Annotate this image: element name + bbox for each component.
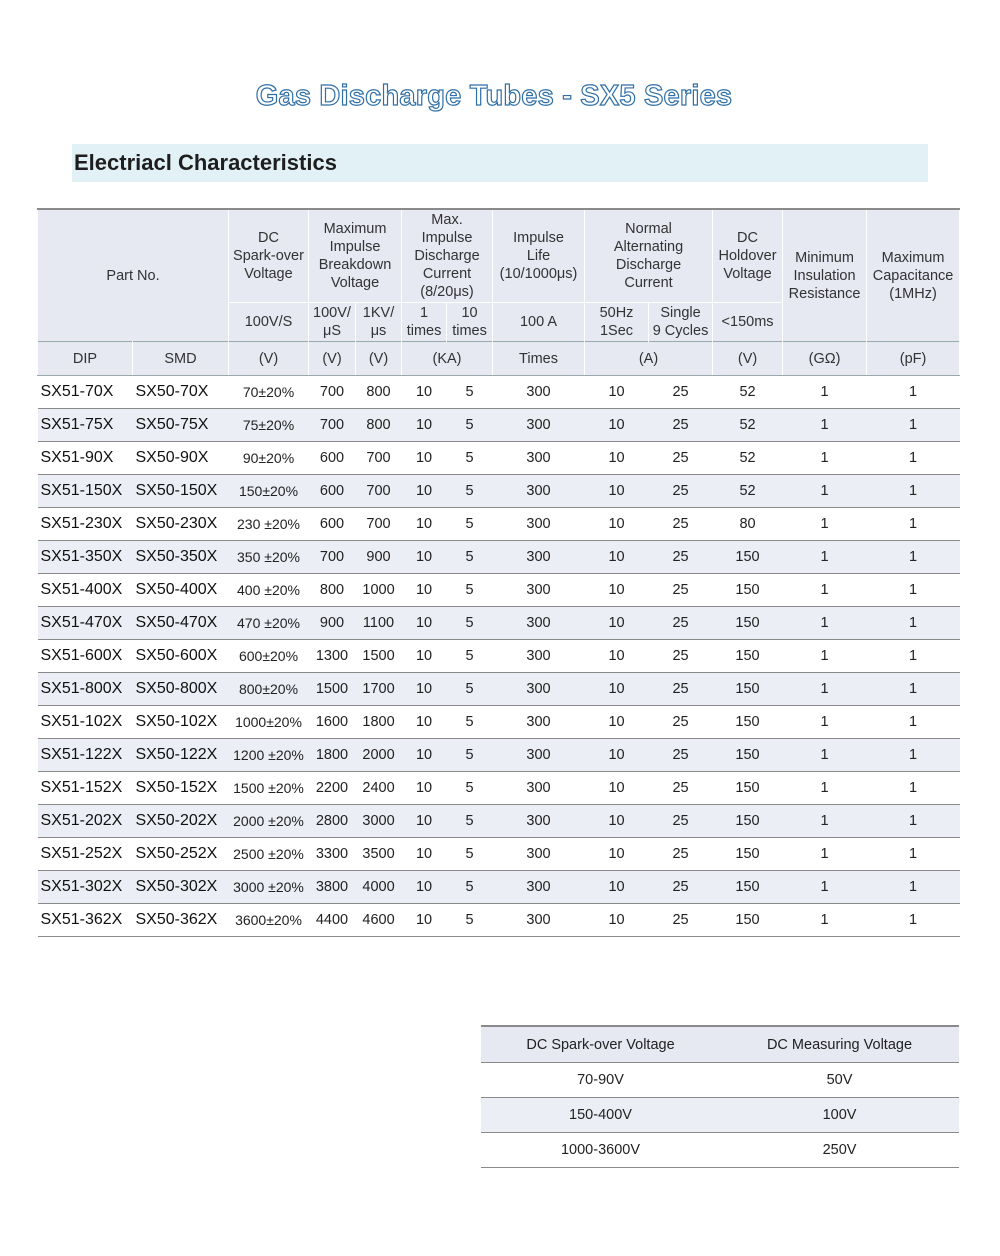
holdover-value: 150	[713, 772, 783, 805]
impulse-100v-value: 2800	[309, 805, 356, 838]
header-dc-spark: DC Spark-over Voltage	[229, 209, 309, 303]
part-smd: SX50-70X	[133, 376, 229, 409]
discharge-1-value: 10	[402, 508, 447, 541]
dc-spark-value: 800±20%	[229, 673, 309, 706]
part-smd: SX50-230X	[133, 508, 229, 541]
impulse-100v-value: 1800	[309, 739, 356, 772]
sub-1kv-us: 1KV/ μs	[356, 303, 402, 342]
insulation-value: 1	[783, 442, 867, 475]
header-impulse-life: Impulse Life (10/1000μs)	[493, 209, 585, 303]
measuring-voltage-value: 100V	[720, 1098, 959, 1133]
discharge-1-value: 10	[402, 541, 447, 574]
measuring-header-measuring: DC Measuring Voltage	[720, 1026, 959, 1063]
discharge-10-value: 5	[447, 475, 493, 508]
ac-50hz-value: 10	[585, 904, 649, 937]
impulse-life-value: 300	[493, 871, 585, 904]
header-row	[38, 209, 960, 303]
insulation-value: 1	[783, 574, 867, 607]
ac-50hz-value: 10	[585, 574, 649, 607]
holdover-value: 52	[713, 442, 783, 475]
impulse-1kv-value: 3500	[356, 838, 402, 871]
header-dc-holdover: DC Holdover Voltage	[713, 209, 783, 303]
part-dip: SX51-102X	[38, 706, 133, 739]
impulse-100v-value: 1600	[309, 706, 356, 739]
unit-amps: (A)	[585, 342, 713, 376]
table-row	[38, 706, 960, 739]
impulse-1kv-value: 3000	[356, 805, 402, 838]
impulse-life-value: 300	[493, 607, 585, 640]
discharge-10-value: 5	[447, 871, 493, 904]
holdover-value: 150	[713, 673, 783, 706]
table-row	[38, 607, 960, 640]
page-title: Gas Discharge Tubes - SX5 Series	[255, 80, 733, 112]
discharge-1-value: 10	[402, 805, 447, 838]
ac-single-value: 25	[649, 772, 713, 805]
unit-smd: SMD	[133, 342, 229, 376]
insulation-value: 1	[783, 508, 867, 541]
part-smd: SX50-350X	[133, 541, 229, 574]
dc-spark-value: 2500 ±20%	[229, 838, 309, 871]
part-dip: SX51-302X	[38, 871, 133, 904]
ac-50hz-value: 10	[585, 871, 649, 904]
ac-single-value: 25	[649, 904, 713, 937]
part-smd: SX50-470X	[133, 607, 229, 640]
impulse-life-value: 300	[493, 805, 585, 838]
ac-50hz-value: 10	[585, 838, 649, 871]
ac-single-value: 25	[649, 805, 713, 838]
impulse-life-value: 300	[493, 475, 585, 508]
ac-50hz-value: 10	[585, 442, 649, 475]
dc-spark-value: 1200 ±20%	[229, 739, 309, 772]
impulse-life-value: 300	[493, 772, 585, 805]
dc-spark-value: 230 ±20%	[229, 508, 309, 541]
part-dip: SX51-202X	[38, 805, 133, 838]
unit-dc-spark: (V)	[229, 342, 309, 376]
discharge-10-value: 5	[447, 409, 493, 442]
ac-single-value: 25	[649, 838, 713, 871]
part-smd: SX50-202X	[133, 805, 229, 838]
insulation-value: 1	[783, 904, 867, 937]
impulse-life-value: 300	[493, 541, 585, 574]
ac-50hz-value: 10	[585, 541, 649, 574]
capacitance-value: 1	[867, 838, 960, 871]
capacitance-value: 1	[867, 475, 960, 508]
capacitance-value: 1	[867, 376, 960, 409]
header-max-capacitance: Maximum Capacitance (1MHz)	[867, 209, 960, 342]
capacitance-value: 1	[867, 574, 960, 607]
impulse-100v-value: 600	[309, 475, 356, 508]
part-smd: SX50-302X	[133, 871, 229, 904]
impulse-1kv-value: 700	[356, 508, 402, 541]
discharge-10-value: 5	[447, 541, 493, 574]
holdover-value: 52	[713, 376, 783, 409]
header-min-insulation: Minimum Insulation Resistance	[783, 209, 867, 342]
holdover-value: 150	[713, 706, 783, 739]
impulse-1kv-value: 700	[356, 475, 402, 508]
discharge-10-value: 5	[447, 838, 493, 871]
table-row	[38, 508, 960, 541]
dc-spark-value: 90±20%	[229, 442, 309, 475]
discharge-1-value: 10	[402, 673, 447, 706]
sub-single: Single 9 Cycles	[649, 303, 713, 342]
unit-1kv: (V)	[356, 342, 402, 376]
discharge-10-value: 5	[447, 706, 493, 739]
discharge-10-value: 5	[447, 508, 493, 541]
impulse-100v-value: 3300	[309, 838, 356, 871]
impulse-life-value: 300	[493, 673, 585, 706]
table-row	[38, 838, 960, 871]
measuring-row	[481, 1063, 959, 1098]
discharge-10-value: 5	[447, 607, 493, 640]
characteristics-table	[37, 208, 960, 937]
holdover-value: 80	[713, 508, 783, 541]
part-dip: SX51-350X	[38, 541, 133, 574]
discharge-1-value: 10	[402, 475, 447, 508]
capacitance-value: 1	[867, 409, 960, 442]
part-smd: SX50-362X	[133, 904, 229, 937]
ac-50hz-value: 10	[585, 673, 649, 706]
sub-50hz: 50Hz 1Sec	[585, 303, 649, 342]
sub-150ms: <150ms	[713, 303, 783, 342]
discharge-10-value: 5	[447, 673, 493, 706]
impulse-100v-value: 700	[309, 541, 356, 574]
ac-50hz-value: 10	[585, 739, 649, 772]
discharge-10-value: 5	[447, 442, 493, 475]
impulse-1kv-value: 900	[356, 541, 402, 574]
impulse-100v-value: 4400	[309, 904, 356, 937]
impulse-1kv-value: 2000	[356, 739, 402, 772]
unit-gohm: (GΩ)	[783, 342, 867, 376]
ac-single-value: 25	[649, 376, 713, 409]
part-dip: SX51-600X	[38, 640, 133, 673]
dc-spark-value: 600±20%	[229, 640, 309, 673]
ac-single-value: 25	[649, 739, 713, 772]
insulation-value: 1	[783, 541, 867, 574]
part-smd: SX50-122X	[133, 739, 229, 772]
header-max-discharge: Max. Impulse Discharge Current (8/20μs)	[402, 209, 493, 303]
holdover-value: 150	[713, 640, 783, 673]
table-body	[38, 376, 960, 937]
dc-spark-value: 70±20%	[229, 376, 309, 409]
discharge-1-value: 10	[402, 871, 447, 904]
table-row	[38, 640, 960, 673]
insulation-value: 1	[783, 805, 867, 838]
ac-50hz-value: 10	[585, 475, 649, 508]
impulse-life-value: 300	[493, 409, 585, 442]
part-smd: SX50-600X	[133, 640, 229, 673]
insulation-value: 1	[783, 772, 867, 805]
part-smd: SX50-400X	[133, 574, 229, 607]
part-smd: SX50-152X	[133, 772, 229, 805]
holdover-value: 150	[713, 871, 783, 904]
capacitance-value: 1	[867, 640, 960, 673]
dc-spark-value: 350 ±20%	[229, 541, 309, 574]
impulse-100v-value: 700	[309, 376, 356, 409]
discharge-10-value: 5	[447, 739, 493, 772]
impulse-1kv-value: 800	[356, 376, 402, 409]
holdover-value: 150	[713, 805, 783, 838]
discharge-10-value: 5	[447, 805, 493, 838]
impulse-1kv-value: 2400	[356, 772, 402, 805]
dc-spark-value: 150±20%	[229, 475, 309, 508]
holdover-value: 150	[713, 607, 783, 640]
capacitance-value: 1	[867, 772, 960, 805]
impulse-100v-value: 600	[309, 508, 356, 541]
table-row	[38, 871, 960, 904]
part-dip: SX51-122X	[38, 739, 133, 772]
unit-times: Times	[493, 342, 585, 376]
impulse-1kv-value: 1800	[356, 706, 402, 739]
part-dip: SX51-470X	[38, 607, 133, 640]
discharge-1-value: 10	[402, 904, 447, 937]
discharge-10-value: 5	[447, 376, 493, 409]
insulation-value: 1	[783, 838, 867, 871]
sub-100vs: 100V/S	[229, 303, 309, 342]
part-smd: SX50-90X	[133, 442, 229, 475]
measuring-voltage-value: 250V	[720, 1133, 959, 1168]
part-smd: SX50-252X	[133, 838, 229, 871]
impulse-100v-value: 3800	[309, 871, 356, 904]
table-row	[38, 904, 960, 937]
measuring-row	[481, 1133, 959, 1168]
impulse-life-value: 300	[493, 640, 585, 673]
dc-spark-value: 1500 ±20%	[229, 772, 309, 805]
ac-50hz-value: 10	[585, 640, 649, 673]
ac-single-value: 25	[649, 475, 713, 508]
ac-single-value: 25	[649, 706, 713, 739]
header-normal-ac: Normal Alternating Discharge Current	[585, 209, 713, 303]
impulse-100v-value: 2200	[309, 772, 356, 805]
holdover-value: 150	[713, 574, 783, 607]
ac-single-value: 25	[649, 871, 713, 904]
dc-spark-value: 75±20%	[229, 409, 309, 442]
table-row	[38, 475, 960, 508]
part-dip: SX51-150X	[38, 475, 133, 508]
discharge-1-value: 10	[402, 739, 447, 772]
table-row	[38, 541, 960, 574]
part-dip: SX51-252X	[38, 838, 133, 871]
ac-single-value: 25	[649, 640, 713, 673]
table-row	[38, 442, 960, 475]
holdover-value: 150	[713, 904, 783, 937]
ac-single-value: 25	[649, 541, 713, 574]
insulation-value: 1	[783, 409, 867, 442]
impulse-1kv-value: 1700	[356, 673, 402, 706]
insulation-value: 1	[783, 706, 867, 739]
impulse-1kv-value: 4600	[356, 904, 402, 937]
part-dip: SX51-75X	[38, 409, 133, 442]
impulse-100v-value: 800	[309, 574, 356, 607]
table-row	[38, 574, 960, 607]
ac-50hz-value: 10	[585, 508, 649, 541]
header-part-no: Part No.	[38, 209, 229, 342]
capacitance-value: 1	[867, 706, 960, 739]
discharge-10-value: 5	[447, 772, 493, 805]
sub-10-times: 10 times	[447, 303, 493, 342]
ac-50hz-value: 10	[585, 607, 649, 640]
impulse-life-value: 300	[493, 574, 585, 607]
discharge-1-value: 10	[402, 442, 447, 475]
part-dip: SX51-152X	[38, 772, 133, 805]
part-dip: SX51-70X	[38, 376, 133, 409]
impulse-1kv-value: 800	[356, 409, 402, 442]
measuring-header-spark: DC Spark-over Voltage	[481, 1026, 720, 1063]
ac-single-value: 25	[649, 409, 713, 442]
measuring-spark-value: 70-90V	[481, 1063, 720, 1098]
insulation-value: 1	[783, 739, 867, 772]
discharge-1-value: 10	[402, 838, 447, 871]
insulation-value: 1	[783, 607, 867, 640]
measuring-header-row	[481, 1026, 959, 1063]
capacitance-value: 1	[867, 673, 960, 706]
part-smd: SX50-800X	[133, 673, 229, 706]
holdover-value: 150	[713, 739, 783, 772]
ac-single-value: 25	[649, 607, 713, 640]
ac-single-value: 25	[649, 508, 713, 541]
capacitance-value: 1	[867, 805, 960, 838]
part-smd: SX50-150X	[133, 475, 229, 508]
measuring-row	[481, 1098, 959, 1133]
dc-spark-value: 400 ±20%	[229, 574, 309, 607]
impulse-life-value: 300	[493, 508, 585, 541]
part-dip: SX51-362X	[38, 904, 133, 937]
section-title: Electriacl Characteristics	[74, 150, 337, 175]
table-row	[38, 739, 960, 772]
impulse-1kv-value: 700	[356, 442, 402, 475]
impulse-life-value: 300	[493, 838, 585, 871]
table-row	[38, 673, 960, 706]
impulse-100v-value: 1500	[309, 673, 356, 706]
ac-50hz-value: 10	[585, 409, 649, 442]
discharge-10-value: 5	[447, 574, 493, 607]
insulation-value: 1	[783, 673, 867, 706]
impulse-100v-value: 900	[309, 607, 356, 640]
dc-spark-value: 3600±20%	[229, 904, 309, 937]
part-smd: SX50-75X	[133, 409, 229, 442]
impulse-life-value: 300	[493, 739, 585, 772]
unit-pf: (pF)	[867, 342, 960, 376]
dc-spark-value: 470 ±20%	[229, 607, 309, 640]
measuring-voltage-table	[481, 1025, 959, 1168]
table-row	[38, 772, 960, 805]
table-row	[38, 376, 960, 409]
insulation-value: 1	[783, 640, 867, 673]
holdover-value: 150	[713, 541, 783, 574]
table-row	[38, 805, 960, 838]
ac-50hz-value: 10	[585, 706, 649, 739]
impulse-1kv-value: 4000	[356, 871, 402, 904]
part-dip: SX51-90X	[38, 442, 133, 475]
unit-dip: DIP	[38, 342, 133, 376]
insulation-value: 1	[783, 871, 867, 904]
part-smd: SX50-102X	[133, 706, 229, 739]
header-max-impulse: Maximum Impulse Breakdown Voltage	[309, 209, 402, 303]
measuring-voltage-value: 50V	[720, 1063, 959, 1098]
dc-spark-value: 1000±20%	[229, 706, 309, 739]
impulse-life-value: 300	[493, 706, 585, 739]
measuring-spark-value: 1000-3600V	[481, 1133, 720, 1168]
impulse-100v-value: 700	[309, 409, 356, 442]
impulse-1kv-value: 1100	[356, 607, 402, 640]
discharge-10-value: 5	[447, 640, 493, 673]
impulse-1kv-value: 1500	[356, 640, 402, 673]
impulse-life-value: 300	[493, 376, 585, 409]
capacitance-value: 1	[867, 442, 960, 475]
discharge-1-value: 10	[402, 772, 447, 805]
insulation-value: 1	[783, 475, 867, 508]
ac-single-value: 25	[649, 673, 713, 706]
dc-spark-value: 2000 ±20%	[229, 805, 309, 838]
capacitance-value: 1	[867, 739, 960, 772]
holdover-value: 52	[713, 409, 783, 442]
sub-100a: 100 A	[493, 303, 585, 342]
unit-100v: (V)	[309, 342, 356, 376]
capacitance-value: 1	[867, 508, 960, 541]
capacitance-value: 1	[867, 541, 960, 574]
part-dip: SX51-800X	[38, 673, 133, 706]
impulse-life-value: 300	[493, 442, 585, 475]
part-dip: SX51-400X	[38, 574, 133, 607]
unit-holdover: (V)	[713, 342, 783, 376]
ac-single-value: 25	[649, 442, 713, 475]
capacitance-value: 1	[867, 871, 960, 904]
ac-single-value: 25	[649, 574, 713, 607]
capacitance-value: 1	[867, 904, 960, 937]
measuring-spark-value: 150-400V	[481, 1098, 720, 1133]
holdover-value: 150	[713, 838, 783, 871]
capacitance-value: 1	[867, 607, 960, 640]
discharge-1-value: 10	[402, 574, 447, 607]
impulse-life-value: 300	[493, 904, 585, 937]
discharge-1-value: 10	[402, 640, 447, 673]
ac-50hz-value: 10	[585, 376, 649, 409]
units-row	[38, 342, 960, 376]
sub-1-times: 1 times	[402, 303, 447, 342]
impulse-100v-value: 600	[309, 442, 356, 475]
insulation-value: 1	[783, 376, 867, 409]
part-dip: SX51-230X	[38, 508, 133, 541]
discharge-10-value: 5	[447, 904, 493, 937]
ac-50hz-value: 10	[585, 772, 649, 805]
discharge-1-value: 10	[402, 376, 447, 409]
section-header	[72, 144, 928, 182]
table-row	[38, 409, 960, 442]
discharge-1-value: 10	[402, 607, 447, 640]
impulse-100v-value: 1300	[309, 640, 356, 673]
dc-spark-value: 3000 ±20%	[229, 871, 309, 904]
sub-100v-us: 100V/ μS	[309, 303, 356, 342]
impulse-1kv-value: 1000	[356, 574, 402, 607]
discharge-1-value: 10	[402, 409, 447, 442]
holdover-value: 52	[713, 475, 783, 508]
discharge-1-value: 10	[402, 706, 447, 739]
unit-ka: (KA)	[402, 342, 493, 376]
ac-50hz-value: 10	[585, 805, 649, 838]
